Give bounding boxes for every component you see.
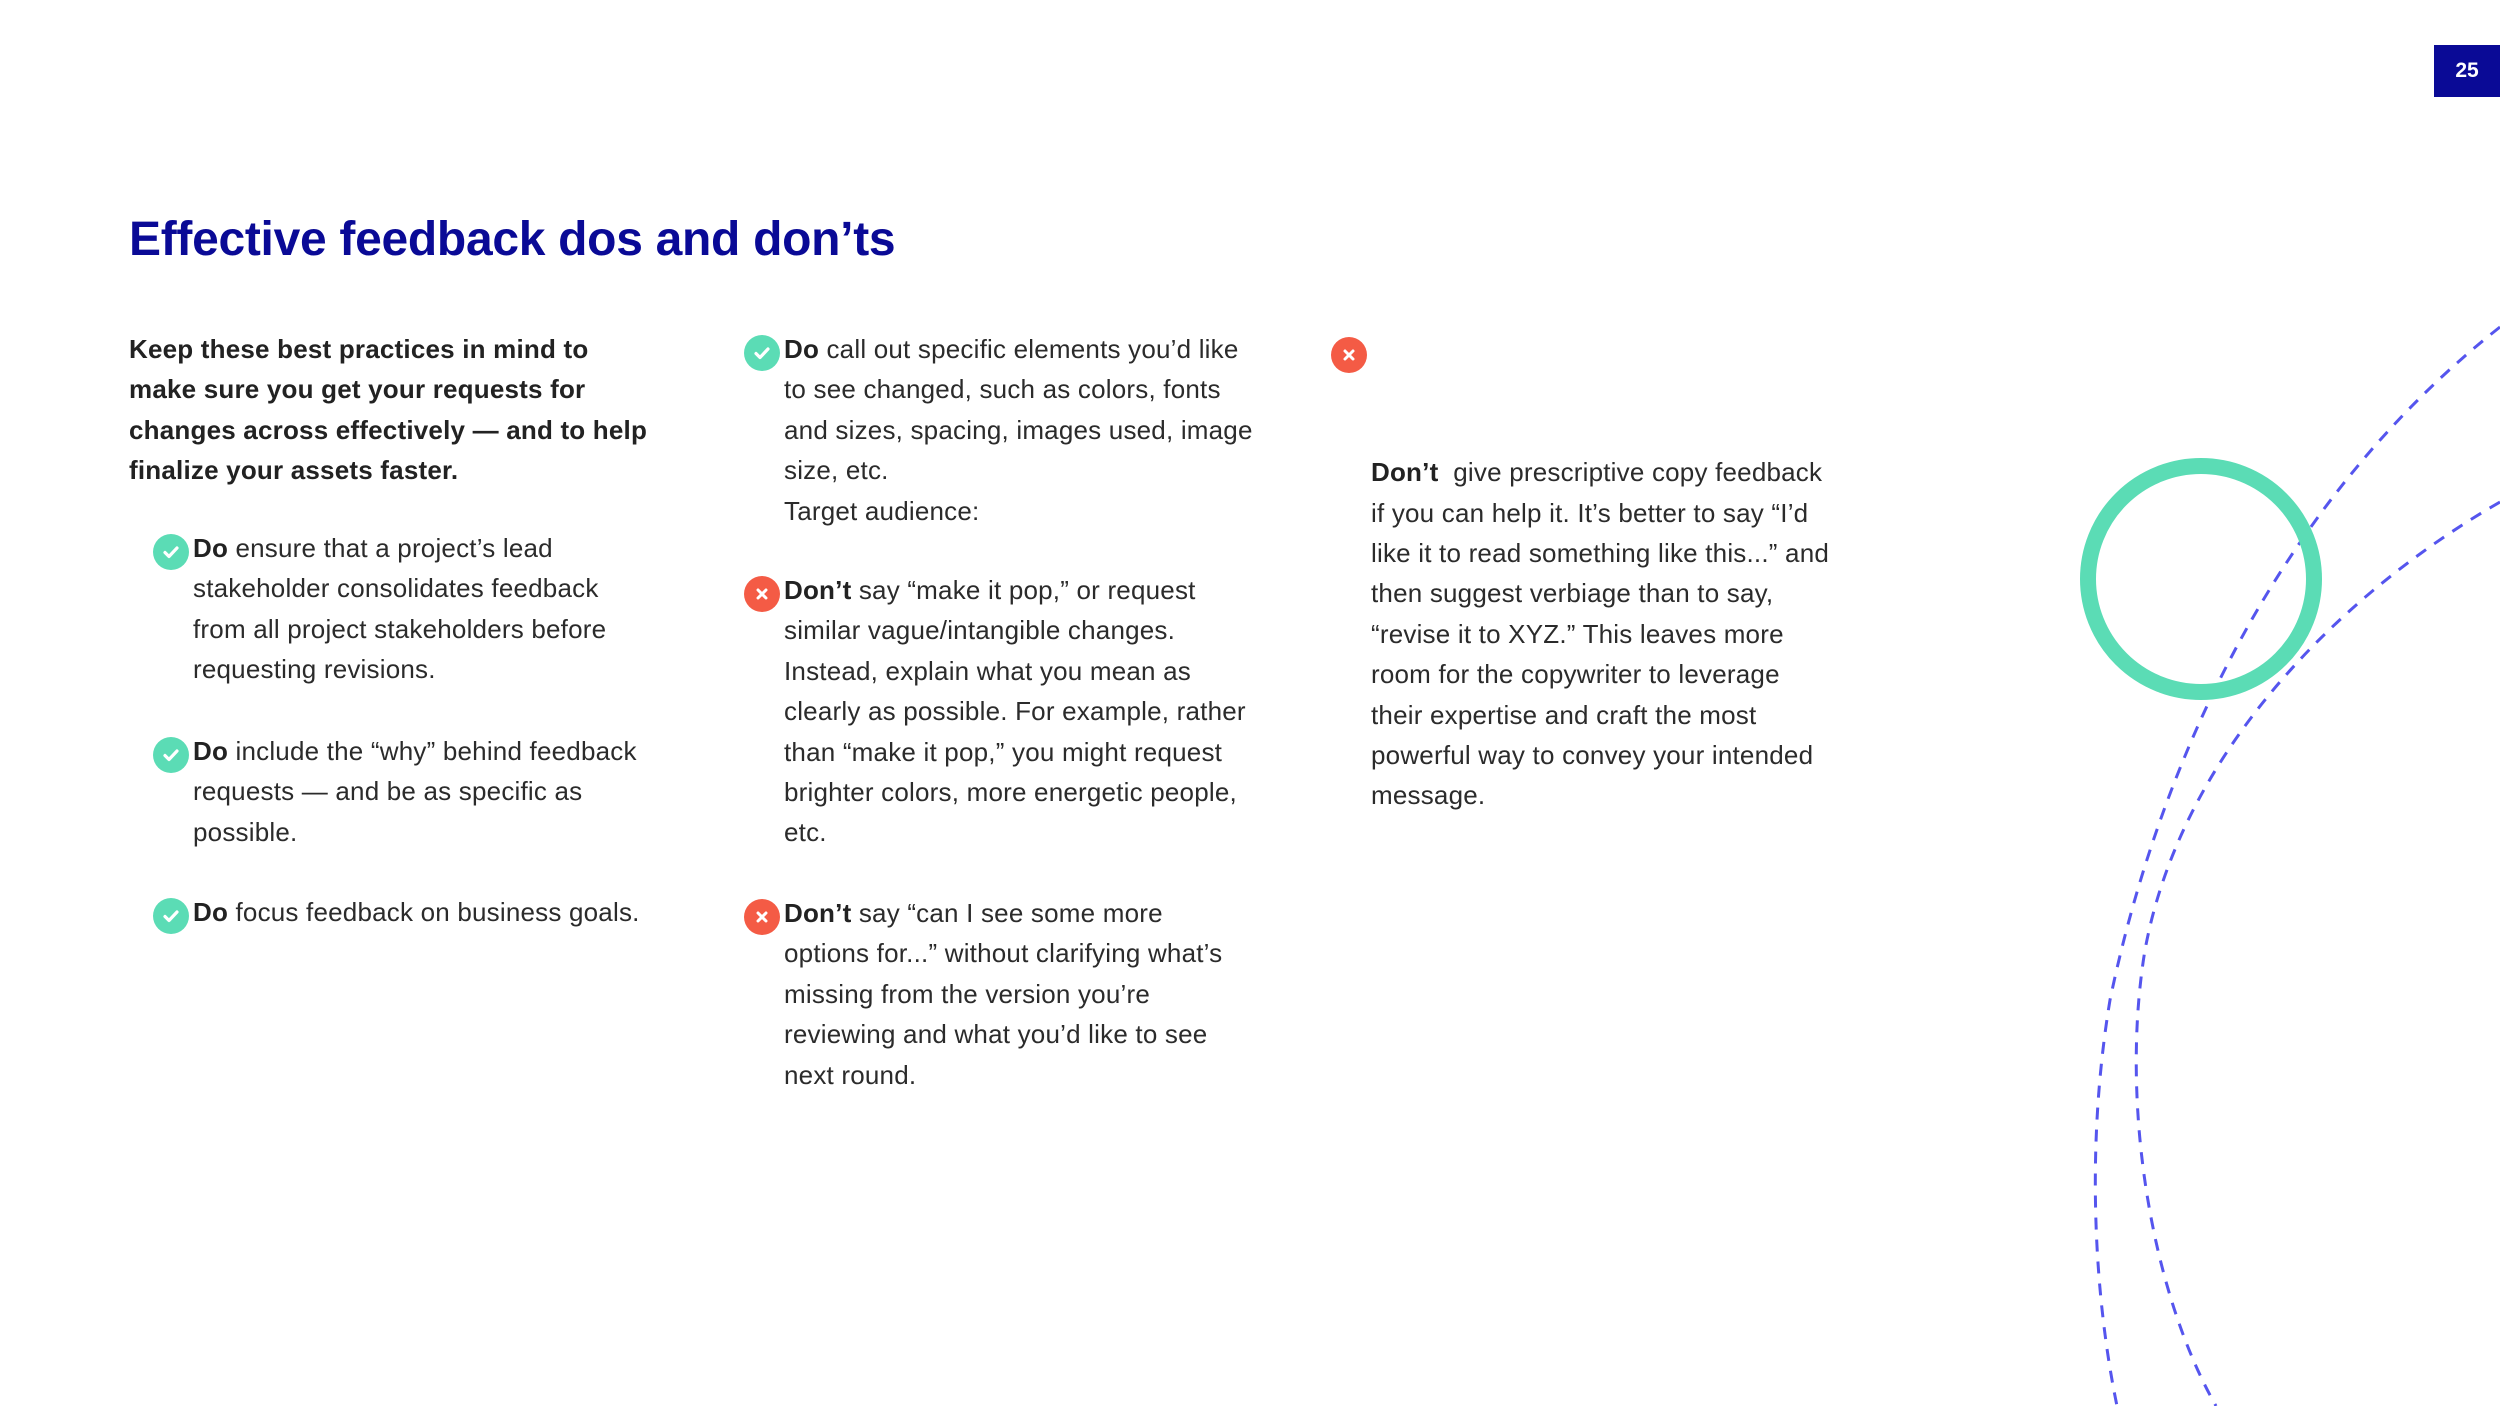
check-icon [153, 898, 189, 934]
do-item [193, 528, 653, 690]
item-lead: Don’t [784, 575, 852, 605]
dont-item [784, 570, 1254, 853]
item-text: ensure that a project’s lead stakeholder consolidates feedback from all project stakeholders before requesting revisions. [193, 533, 607, 685]
x-icon [744, 899, 780, 935]
page-title: Effective feedback dos and don’ts [129, 213, 896, 266]
item-lead: Do [193, 736, 229, 766]
page-number: 25 [2434, 45, 2500, 97]
item-extra: Target audience: [784, 495, 980, 526]
intro-text: Keep these best practices in mind to make sure you get your requests for changes across effectively — and to help finalize your assets faster. [129, 334, 648, 486]
teal-ring [2088, 466, 2314, 692]
item-lead: Do [784, 334, 820, 364]
check-icon [744, 335, 780, 371]
item-lead: Do [193, 533, 229, 563]
dont-item [784, 893, 1254, 1095]
item-lead: Don’t [1371, 457, 1439, 488]
do-item [193, 731, 653, 852]
item-lead: Do [193, 897, 229, 927]
item-text: focus feedback on business goals. [228, 897, 640, 927]
item-lead: Don’t [784, 898, 852, 928]
item-text: include the “why” behind feedback requests — and be as specific as possible. [193, 736, 637, 847]
item-text: say “can I see some more options for...” without clarifying what’s missing from the version you’re reviewing and what you’d like to see next round. [784, 898, 1223, 1090]
do-item [784, 329, 1254, 531]
do-item [193, 892, 653, 932]
item-text: give prescriptive copy feedback if you can help it. It’s better to say “I’d like it to read something like this...” and then suggest verbiage than to say, “revise it to XYZ.” This leaves more room for the copywriter to leverage their expertise and craft the most powerful way to convey your intended message. [1371, 457, 1837, 811]
check-icon [153, 534, 189, 570]
item-text: call out specific elements you’d like to see changed, such as colors, fonts and sizes, spacing, images used, image size, etc. [784, 334, 1253, 486]
item-text: say “make it pop,” or request similar vague/intangible changes. Instead, explain what you mean as clearly as possible. For example, rather than “make it pop,” you might request brighter colors, more energetic people, etc. [784, 575, 1246, 848]
x-icon [744, 576, 780, 612]
dashed-arc-2 [2136, 502, 2500, 1406]
x-icon [1331, 337, 1367, 373]
dont-item [1371, 331, 1837, 856]
check-icon [153, 737, 189, 773]
